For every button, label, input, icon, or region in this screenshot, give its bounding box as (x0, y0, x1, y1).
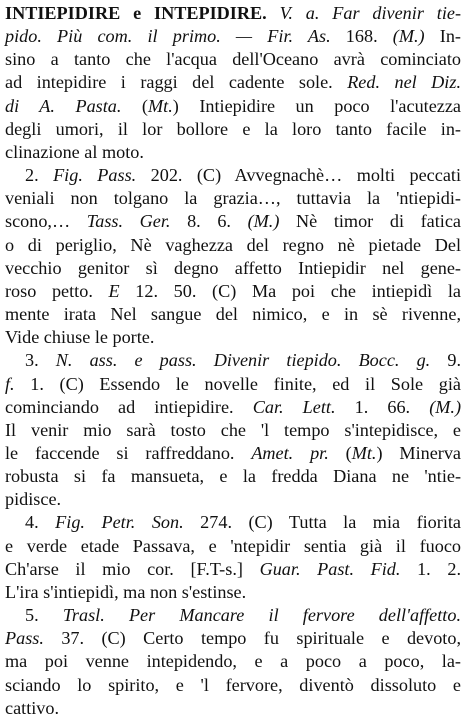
text-line: Pass. 37. (C) Certo tempo fu spirituale e devoto, (5, 628, 461, 649)
text-line: cominciando ad intiepidire. Car. Lett. 1. 66. (M.) (5, 396, 461, 417)
text-line: L'ira s'intiepidì, ma non s'estinse. (5, 581, 247, 602)
text-line: clinazione al moto. (5, 141, 144, 162)
text-line: Il venir mio sarà tosto che 'l tempo s'intepidisce, e (5, 419, 461, 440)
text-line: o di periglio, Nè vaghezza del regno nè pietade Del (5, 234, 461, 255)
text-line: degli umori, il lor bollore e la loro tanto facile in- (5, 118, 461, 139)
definition-paragraph-2 (5, 164, 461, 349)
text-line: 4. Fig. Petr. Son. 274. (C) Tutta la mia fiorita (25, 512, 462, 533)
text-line: INTIEPIDIRE e INTEPIDIRE. V. a. Far divenir tie- (5, 3, 462, 23)
text-line: e verde etade Passava, e 'ntepidir sentia già il fuoco (5, 535, 461, 556)
text-line: f. 1. (C) Essendo le novelle finite, ed il Sole già (5, 373, 461, 394)
text-line: Vide chiuse le porte. (5, 327, 155, 348)
text-line: di A. Pasta. (Mt.) Intiepidire un poco l'acutezza (5, 95, 461, 116)
text-line: roso petto. E 12. 50. (C) Ma poi che intiepidì la (5, 280, 461, 301)
text-line: pidisce. (5, 489, 62, 510)
text-line: le faccende si raffreddano. Amet. pr. (Mt.) Minerva (5, 442, 462, 463)
text-line: Ch'arse il mio cor. [F.T-s.] Guar. Past. Fid. 1. 2. (5, 558, 462, 579)
text-line: mente irata Nel sangue del nimico, e in sè rivenne, (5, 304, 461, 325)
definition-paragraph-main (5, 2, 461, 164)
text-line: 3. N. ass. e pass. Divenir tiepido. Bocc. g. 9. (25, 350, 461, 371)
text-line: vecchio genitor sì degno affetto Intiepidir nel gene- (5, 257, 461, 278)
definition-paragraph-3 (5, 349, 461, 511)
text-line: sciando lo spirito, e 'l fervore, diventò dissoluto e (5, 674, 461, 695)
definition-paragraph-4 (5, 511, 461, 604)
text-line: scono,… Tass. Ger. 8. 6. (M.) Nè timor di fatica (5, 211, 461, 232)
text-line: veniali non tolgano la grazia…, tuttavia la 'ntiepidi- (5, 188, 461, 209)
text-line: 5. Trasl. Per Mancare il fervore dell'affetto. (25, 605, 461, 626)
definition-paragraph-5 (5, 604, 461, 720)
text-line: robusta si fa mansueta, e la fredda Diana ne 'ntie- (5, 466, 461, 487)
text-line: ma poi venne intepidendo, e a poco a poco, la- (5, 651, 461, 672)
dictionary-entry (5, 2, 461, 720)
text-line: cattivo. (5, 697, 60, 718)
text-line: pido. Più com. il primo. — Fir. As. 168. (M.) In- (5, 26, 461, 47)
text-line: ad intepidire i raggi del cadente sole. Red. nel Diz. (5, 72, 461, 93)
headword: INTIEPIDIRE e INTEPIDIRE. (5, 3, 267, 23)
text-line: sino a tanto che l'acqua dell'Oceano avrà cominciato (5, 49, 461, 70)
text-line: 2. Fig. Pass. 202. (C) Avvegnachè… molti peccati (25, 165, 461, 186)
